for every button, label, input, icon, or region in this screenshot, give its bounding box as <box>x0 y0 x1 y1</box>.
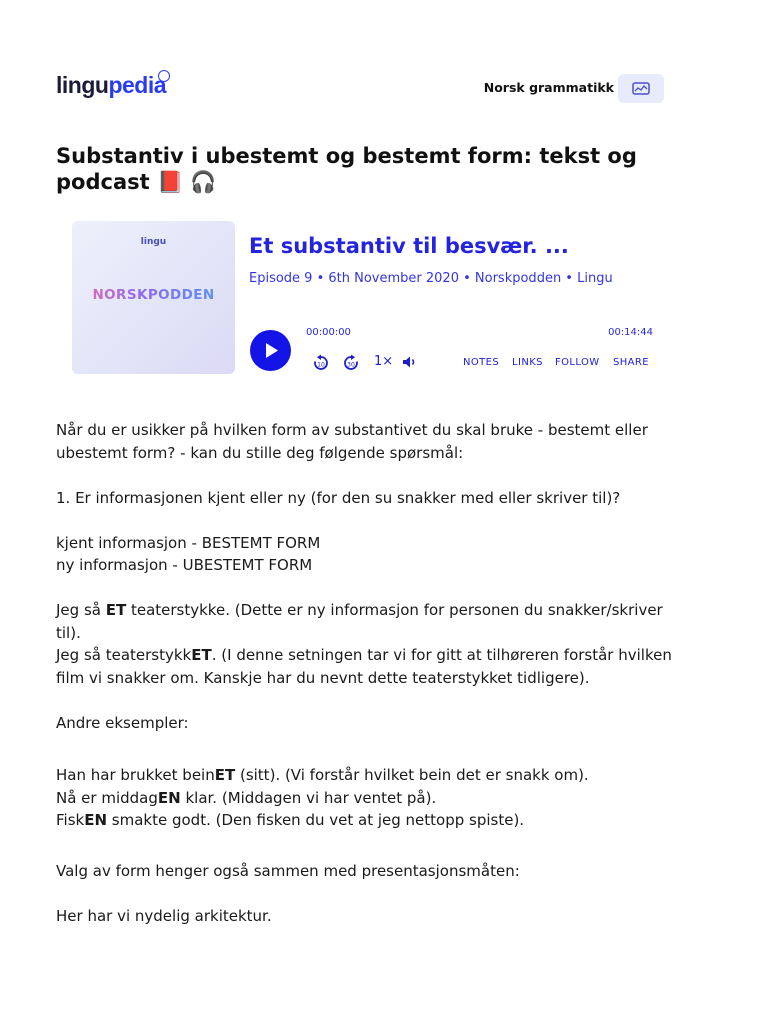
links-link[interactable]: LINKS <box>512 357 543 368</box>
share-link[interactable]: SHARE <box>613 357 649 368</box>
example-ending: ET <box>105 601 127 619</box>
example-5 <box>56 809 676 832</box>
speed-button[interactable]: 1× <box>374 354 394 369</box>
play-button[interactable] <box>250 330 291 371</box>
example-text: . (I denne setningen tar vi for gitt at tilhøreren forstår hvilken film vi snakker om. Kanskje har du nevnt dette teaterstykket tidligere). <box>56 646 672 687</box>
play-icon <box>265 342 279 359</box>
example-text: Nå er middag <box>56 788 158 807</box>
volume-icon <box>402 354 418 370</box>
example-text: smakte godt. (Den fisken du vet at jeg nettopp spiste). <box>107 811 525 829</box>
paragraph: Andre eksempler: <box>56 713 189 732</box>
logo-badge-icon <box>158 70 170 82</box>
episode-meta: Episode 9 • 6th November 2020 • Norskpodden • Lingu <box>249 271 613 286</box>
example-2 <box>56 644 676 689</box>
svg-text:30: 30 <box>347 361 355 369</box>
rewind-icon <box>312 354 330 372</box>
follow-link[interactable]: FOLLOW <box>555 357 600 368</box>
example-text: klar. (Middagen vi har ventet på). <box>180 788 437 807</box>
example-text: teaterstykke. (Dette er ny informasjon for personen du snakker/skriver til). <box>56 601 663 642</box>
page-title: Substantiv i ubestemt og bestemt form: tekst og podcast 📕 🎧 <box>56 144 637 194</box>
example-text: Jeg så teaterstykk <box>56 646 192 664</box>
podcast-cover <box>72 221 235 374</box>
nav-norsk-grammatikk[interactable]: Norsk grammatikk <box>483 80 614 95</box>
lingupedia-logo[interactable] <box>56 72 166 99</box>
chart-icon <box>632 82 650 95</box>
example-text: (sitt). (Vi forstår hvilket bein det er snakk om). <box>235 766 589 784</box>
example-ending: ET <box>191 646 212 664</box>
example-1 <box>56 599 676 644</box>
example-ending: EN <box>84 811 108 829</box>
forward-icon <box>342 354 360 372</box>
logo-text-part2: pedia <box>108 72 167 98</box>
example-ending: EN <box>157 788 181 807</box>
svg-text:10: 10 <box>317 361 325 369</box>
logo-text-part1: lingu <box>56 72 109 98</box>
question: 1. Er informasjonen kjent eller ny (for den su snakker med eller skriver til)? <box>56 488 621 507</box>
menu-button[interactable] <box>618 74 664 103</box>
cover-title: NORSKPODDEN <box>72 287 235 303</box>
paragraph: Valg av form henger også sammen med presentasjonsmåten: <box>56 861 520 880</box>
episode-title[interactable]: Et substantiv til besvær. ... <box>249 234 569 258</box>
example-ending: ET <box>214 766 236 784</box>
example-3 <box>56 764 676 787</box>
cover-brand: lingu <box>140 237 167 247</box>
known-info: kjent informasjon - BESTEMT FORM <box>56 533 321 552</box>
example-text: Han har brukket bein <box>56 766 215 784</box>
example-text: Jeg så <box>56 601 106 619</box>
forward-button[interactable] <box>342 354 360 372</box>
time-total: 00:14:44 <box>608 327 653 338</box>
time-current: 00:00:00 <box>306 327 351 338</box>
example-4 <box>56 787 676 810</box>
rewind-button[interactable] <box>312 354 330 372</box>
site-header <box>56 70 664 106</box>
new-info: ny informasjon - UBESTEMT FORM <box>56 556 313 574</box>
podcast-player <box>72 221 664 374</box>
article-body <box>56 419 676 927</box>
paragraph: Her har vi nydelig arkitektur. <box>56 906 272 925</box>
paragraph: Når du er usikker på hvilken form av substantivet du skal bruke - bestemt eller ubestemt form? - kan du stille deg følgende spørsmål: <box>56 421 648 462</box>
volume-button[interactable] <box>402 354 418 372</box>
notes-link[interactable]: NOTES <box>463 357 500 368</box>
example-text: Fisk <box>56 811 85 829</box>
